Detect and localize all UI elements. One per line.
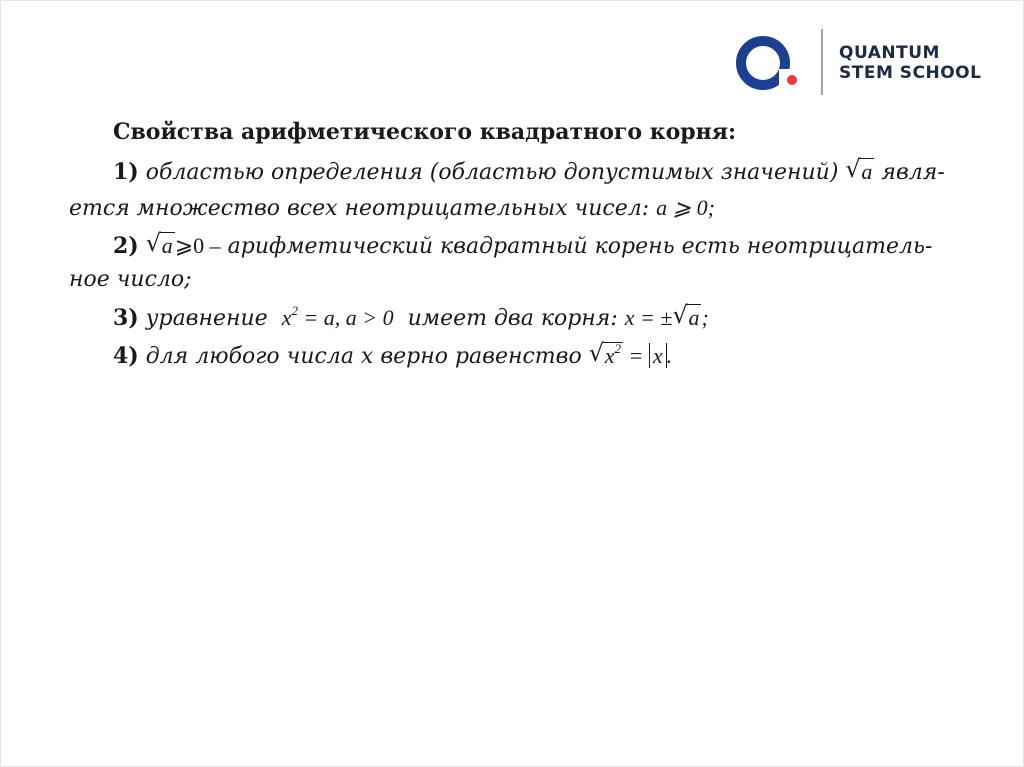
item-3-sol-end: ; [701, 305, 709, 330]
item-4-identity [588, 339, 673, 368]
item-1-text-b: явля- [881, 160, 945, 185]
item-1-sqrt: √ a [845, 155, 873, 184]
logo-divider [821, 29, 823, 95]
logo-text [839, 43, 981, 83]
logo-line-2: STEM SCHOOL [839, 63, 982, 83]
item-4-end: . [666, 343, 673, 368]
item-3-sqrt-arg: a [688, 305, 700, 330]
item-4-text: для любого числа x верно равенство [145, 344, 582, 369]
item-3-eq-var: x [281, 305, 292, 330]
quantum-logo-icon [729, 35, 809, 91]
logo-line-1: QUANTUM [839, 43, 940, 63]
item-2-sqrt-arg: a [161, 233, 173, 258]
item-4-abs [649, 343, 667, 368]
quantum-stem-school-logo [729, 27, 1014, 97]
item-1-number: 1) [113, 159, 139, 185]
item-3-text-a: уравнение [145, 306, 268, 331]
item-1-sqrt-arg: a [861, 159, 873, 184]
item-1-text-a: областью определения (областью допустимых значений) [145, 160, 839, 185]
item-3-number: 3) [113, 305, 139, 331]
item-2-sqrt: √ a [145, 229, 173, 258]
item-3-sol-lhs: x = ± [624, 305, 673, 330]
item-2-line-2: ное число; [69, 267, 192, 292]
item-2-number: 2) [113, 233, 139, 259]
item-1-condition: a ⩾ 0; [656, 195, 715, 220]
item-3-solution [624, 301, 709, 330]
item-1-line-2 [69, 193, 715, 224]
item-3-line [113, 303, 709, 334]
item-4-sqrt-var: x [604, 343, 615, 368]
item-4-sqrt: √ $x^2$ [588, 339, 621, 368]
item-3-text-b: имеет два корня: [407, 306, 618, 331]
item-4-eq: = [628, 343, 644, 368]
item-4-number: 4) [113, 343, 139, 369]
item-1-cont: ется множество всех неотрицательных чисел: [69, 196, 650, 221]
item-2-line-1 [113, 231, 932, 262]
item-3-equation [282, 305, 394, 330]
item-3-sqrt: √ a [672, 301, 700, 330]
item-3-eq-rest: = a, a > 0 [303, 305, 394, 330]
item-2-text: арифметический квадратный корень есть неотрицатель- [227, 234, 933, 259]
item-2-inequality: ⩾0 – [174, 233, 221, 258]
item-4-sqrt-exp: 2 [614, 341, 621, 356]
heading: Свойства арифметического квадратного корня: [113, 119, 737, 145]
item-3-eq-exp: 2 [291, 303, 298, 318]
item-1-line-1 [113, 157, 945, 188]
item-4-abs-var: x [652, 343, 663, 368]
item-4-line [113, 341, 672, 372]
